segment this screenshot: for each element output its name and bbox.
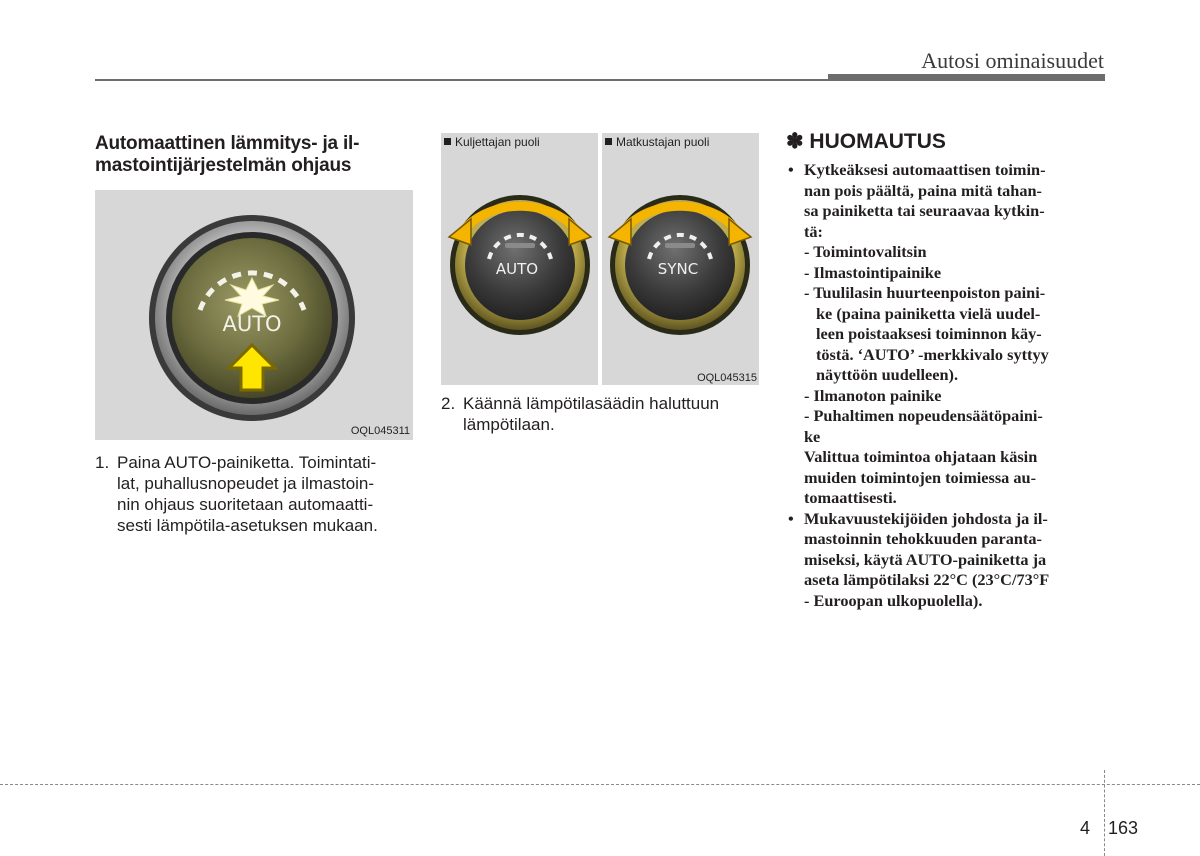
step-number: 2. <box>441 394 456 413</box>
step-line: sesti lämpötila-asetuksen mukaan. <box>117 516 378 535</box>
step-2 <box>441 393 771 438</box>
header-title: Autosi ominaisuudet <box>921 48 1104 73</box>
note-line: ke <box>804 426 821 446</box>
driver-side-illustration <box>441 133 598 385</box>
note-line: tomaattisesti. <box>804 488 897 507</box>
header-rule-accent <box>828 74 1105 81</box>
note-subitem: - Ilmanoton painike <box>804 385 942 405</box>
chapter-number: 4 <box>1080 818 1091 838</box>
dial-label: AUTO <box>495 260 539 278</box>
bullet-icon: • <box>788 508 794 528</box>
note-line: töstä. ‘AUTO’ -merkkivalo syttyy <box>816 344 1049 364</box>
step-line: Paina AUTO-painiketta. Toimintati- <box>117 453 377 472</box>
note-bullet-item <box>786 509 1108 612</box>
note-title: ✽ HUOMAUTUS <box>786 130 946 153</box>
note-line: Kytkeäksesi automaattisen toimin- <box>804 160 1046 179</box>
step-line: lämpötilaan. <box>463 415 555 434</box>
note-line: leen poistaaksesi toiminnon käy- <box>816 324 1042 343</box>
knob-label: AUTO <box>222 312 282 336</box>
section-title-line: mastointijärjestelmän ohjaus <box>95 155 352 176</box>
note-subitem: - Tuulilasin huurteenpoiston paini- <box>804 283 1046 302</box>
note-bullet-item <box>786 160 1108 509</box>
note-line: miseksi, käytä AUTO-painiketta ja <box>804 549 1047 569</box>
figure-label <box>444 135 540 149</box>
note-box <box>786 130 1108 611</box>
bullet-icon: • <box>788 160 794 179</box>
figure-label-text: Kuljettajan puoli <box>455 135 540 149</box>
note-line: aseta lämpötilaksi 22°C (23°C/73°F <box>804 570 1050 589</box>
figure-label <box>605 135 709 149</box>
note-line: tä: <box>804 221 823 241</box>
note-line: nan pois päältä, paina mitä tahan- <box>804 180 1042 200</box>
step-line: Käännä lämpötilasäädin haluttuun <box>463 394 720 413</box>
section-title-line: Automaattinen lämmitys- ja il- <box>95 133 360 154</box>
note-line: ke (paina painiketta vielä uudel- <box>816 303 1041 323</box>
passenger-side-illustration <box>602 133 759 385</box>
note-line: mastoinnin tehokkuuden paranta- <box>804 529 1042 548</box>
square-bullet-icon <box>605 138 612 145</box>
auto-button-illustration <box>95 190 413 440</box>
square-bullet-icon <box>444 138 451 145</box>
note-line: muiden toimintojen toimiessa au- <box>804 467 1037 487</box>
page-number: 163 <box>1108 818 1139 838</box>
step-number: 1. <box>95 453 110 472</box>
note-line: Valittua toimintoa ohjataan käsin <box>804 447 1038 466</box>
note-line: sa painiketta tai seuraavaa kytkin- <box>804 201 1045 220</box>
step-text <box>463 393 719 435</box>
step-line: lat, puhallusnopeudet ja ilmastoin- <box>117 474 375 493</box>
note-line: Mukavuustekijöiden johdosta ja il- <box>804 508 1048 528</box>
note-subitem-cont <box>804 304 1108 386</box>
auto-knob-graphic <box>95 190 413 440</box>
step-text <box>117 452 378 536</box>
footer-vertical-divider <box>1104 770 1105 856</box>
footer-divider <box>0 784 1200 785</box>
section-title <box>95 133 415 177</box>
note-subitem: - Toimintovalitsin <box>804 242 927 261</box>
figure-label-text: Matkustajan puoli <box>616 135 710 149</box>
figure-code: OQL045315 <box>697 372 757 384</box>
step-1 <box>95 452 425 542</box>
figure-code: OQL045311 <box>350 425 410 437</box>
auto-dial-graphic <box>441 161 598 351</box>
dial-label: SYNC <box>657 260 699 278</box>
note-subitem: - Ilmastointipainike <box>804 262 942 282</box>
note-line: näyttöön uudelleen). <box>816 365 959 384</box>
note-subitem: - Puhaltimen nopeudensäätöpaini- <box>804 406 1043 425</box>
sync-dial-graphic <box>602 161 759 351</box>
header-rule <box>95 79 828 81</box>
step-line: nin ohjaus suoritetaan automaatti- <box>117 495 374 514</box>
note-line: - Euroopan ulkopuolella). <box>804 590 983 610</box>
